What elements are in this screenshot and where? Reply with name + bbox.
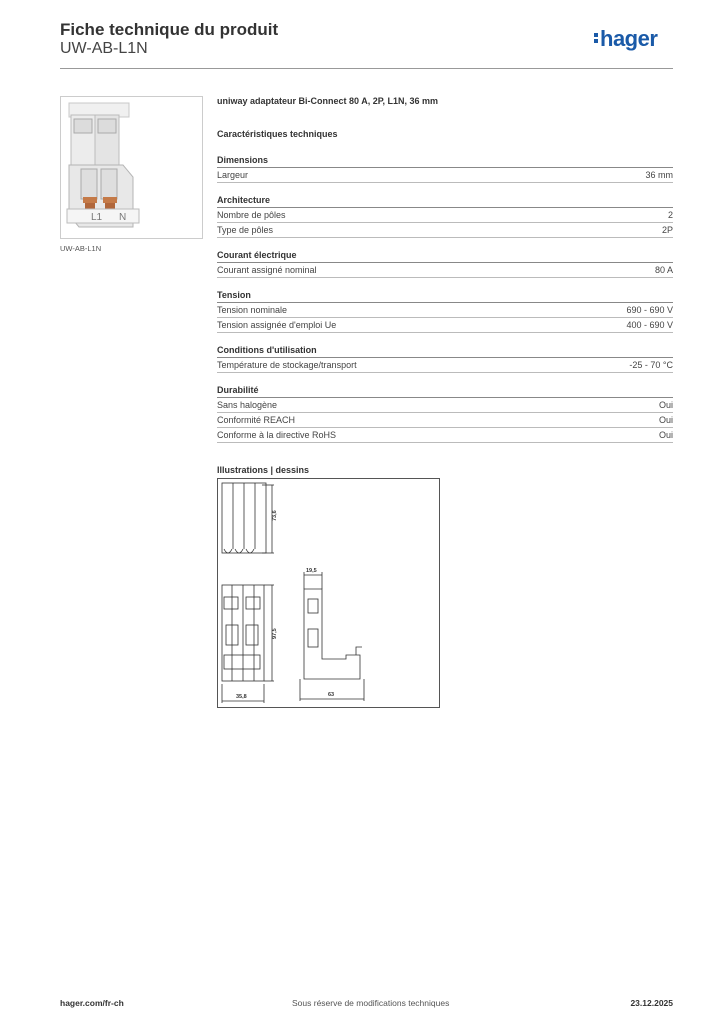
section-title: Architecture bbox=[217, 194, 673, 208]
section-durabilite bbox=[217, 384, 673, 443]
logo-text: hager bbox=[600, 26, 658, 51]
hager-logo bbox=[594, 26, 657, 52]
svg-text:N: N bbox=[119, 212, 127, 223]
spec-value: 2P bbox=[661, 225, 673, 235]
spec-label: Nombre de pôles bbox=[217, 210, 286, 220]
spec-row bbox=[217, 303, 673, 318]
dim-side-bottom-label: 63 bbox=[328, 692, 335, 698]
spec-row bbox=[217, 318, 673, 333]
spec-row bbox=[217, 428, 673, 443]
spec-value: 400 - 690 V bbox=[626, 320, 673, 330]
footer-website: hager.com/fr-ch bbox=[60, 998, 124, 1008]
spec-value: 36 mm bbox=[645, 170, 673, 180]
illustrations-title: Illustrations | dessins bbox=[217, 465, 310, 475]
spec-label: Courant assigné nominal bbox=[217, 265, 317, 275]
spec-row bbox=[217, 398, 673, 413]
spec-label: Tension nominale bbox=[217, 305, 288, 315]
header-divider bbox=[60, 68, 673, 69]
section-title: Tension bbox=[217, 289, 673, 303]
spec-label: Conformité REACH bbox=[217, 415, 296, 425]
spec-row bbox=[217, 358, 673, 373]
product-illustration-icon bbox=[61, 97, 202, 238]
section-dimensions bbox=[217, 154, 673, 183]
technical-drawing bbox=[217, 478, 440, 708]
spec-row bbox=[217, 168, 673, 183]
spec-label: Température de stockage/transport bbox=[217, 360, 357, 370]
section-conditions bbox=[217, 344, 673, 373]
spec-value: 80 A bbox=[654, 265, 673, 275]
section-title: Conditions d'utilisation bbox=[217, 344, 673, 358]
spec-value: -25 - 70 °C bbox=[629, 360, 673, 370]
image-caption: UW-AB-L1N bbox=[60, 244, 102, 253]
spec-value: 690 - 690 V bbox=[626, 305, 673, 315]
spec-value: 2 bbox=[667, 210, 673, 220]
dim-height-front-label: 97,5 bbox=[272, 628, 278, 639]
spec-row bbox=[217, 208, 673, 223]
logo-dots-icon bbox=[594, 31, 598, 45]
section-tension bbox=[217, 289, 673, 333]
section-courant bbox=[217, 249, 673, 278]
svg-text:L1: L1 bbox=[91, 212, 103, 223]
footer-disclaimer: Sous réserve de modifications techniques bbox=[292, 998, 450, 1008]
dim-height-top-label: 73,6 bbox=[272, 510, 278, 521]
spec-label: Sans halogène bbox=[217, 400, 278, 410]
spec-label: Largeur bbox=[217, 170, 249, 180]
spec-content bbox=[217, 96, 673, 475]
page-title: Fiche technique du produit bbox=[60, 20, 279, 39]
spec-label: Type de pôles bbox=[217, 225, 274, 235]
section-title: Courant électrique bbox=[217, 249, 673, 263]
spec-label: Tension assignée d'emploi Ue bbox=[217, 320, 337, 330]
spec-row bbox=[217, 413, 673, 428]
spec-row bbox=[217, 223, 673, 238]
footer-date: 23.12.2025 bbox=[630, 998, 673, 1008]
spec-value: Oui bbox=[658, 415, 673, 425]
product-image bbox=[60, 96, 203, 239]
spec-label: Conforme à la directive RoHS bbox=[217, 430, 337, 440]
spec-value: Oui bbox=[658, 400, 673, 410]
product-reference: UW-AB-L1N bbox=[60, 40, 148, 57]
product-description: uniway adaptateur Bi-Connect 80 A, 2P, L1N, 36 mm bbox=[217, 96, 439, 106]
spec-value: Oui bbox=[658, 430, 673, 440]
spec-row bbox=[217, 263, 673, 278]
section-title: Dimensions bbox=[217, 154, 673, 168]
tech-characteristics-title: Caractéristiques techniques bbox=[217, 129, 338, 139]
section-title: Durabilité bbox=[217, 384, 673, 398]
dim-side-top-label: 19,5 bbox=[306, 568, 317, 574]
dimension-drawing-icon bbox=[218, 479, 439, 707]
dim-width-front-label: 35,8 bbox=[236, 694, 247, 700]
section-architecture bbox=[217, 194, 673, 238]
